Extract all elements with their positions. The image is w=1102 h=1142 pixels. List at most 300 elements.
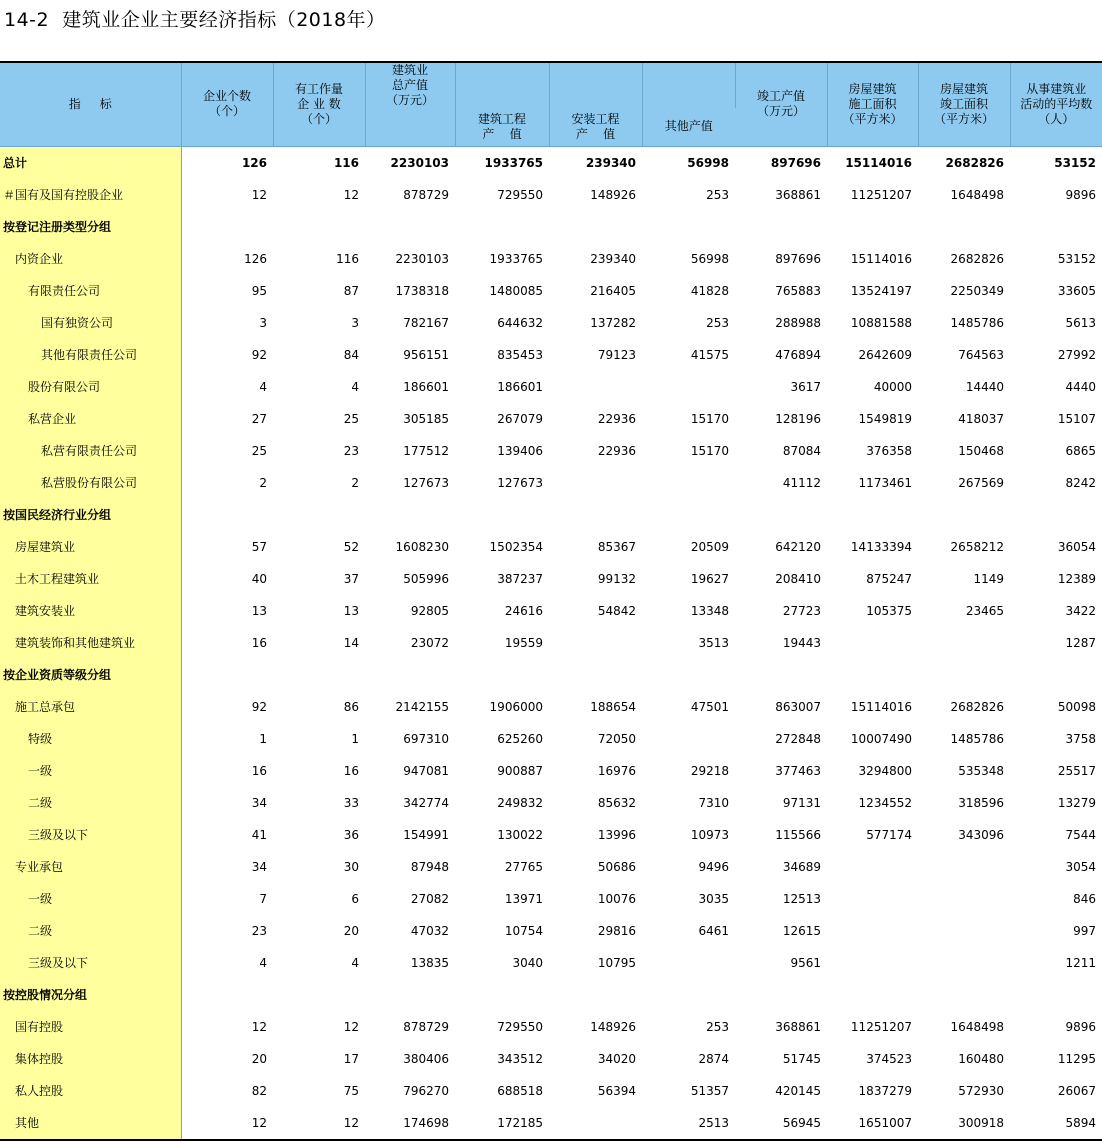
header-total-output-blank bbox=[365, 108, 455, 146]
row-value: 86 bbox=[343, 699, 359, 714]
row-value: 505996 bbox=[403, 571, 449, 586]
table-row bbox=[0, 851, 1102, 883]
row-value: 160480 bbox=[958, 1051, 1004, 1066]
row-value: 644632 bbox=[497, 315, 543, 330]
row-value: 177512 bbox=[403, 443, 449, 458]
row-value bbox=[365, 659, 455, 691]
row-value: 72050 bbox=[597, 731, 636, 746]
row-value bbox=[273, 979, 365, 1011]
table-row bbox=[0, 179, 1102, 211]
row-value: 3617 bbox=[790, 379, 821, 394]
row-value: 9496 bbox=[698, 859, 729, 874]
row-value: 7 bbox=[259, 891, 267, 906]
row-value: 15114016 bbox=[850, 251, 912, 266]
row-label: 建筑安装业 bbox=[0, 595, 181, 627]
row-value: 30 bbox=[343, 859, 359, 874]
row-value: 572930 bbox=[958, 1083, 1004, 1098]
row-value bbox=[735, 499, 827, 531]
row-value: 1608230 bbox=[395, 539, 449, 554]
row-value: 92 bbox=[251, 347, 267, 362]
row-value: 37 bbox=[343, 571, 359, 586]
row-label: 总计 bbox=[0, 146, 181, 179]
row-value: 7544 bbox=[1065, 827, 1096, 842]
row-value: 1933765 bbox=[484, 155, 543, 170]
row-value: 53152 bbox=[1054, 155, 1096, 170]
row-value bbox=[827, 979, 918, 1011]
table-row bbox=[0, 403, 1102, 435]
row-label: 其他有限责任公司 bbox=[0, 339, 181, 371]
row-value: 92805 bbox=[410, 603, 449, 618]
row-value: 25 bbox=[251, 443, 267, 458]
row-value bbox=[642, 211, 735, 243]
table-row bbox=[0, 243, 1102, 275]
table-row bbox=[0, 211, 1102, 243]
row-value: 376358 bbox=[866, 443, 912, 458]
row-value: 1173461 bbox=[858, 475, 912, 490]
row-value: 12 bbox=[251, 1019, 267, 1034]
row-value: 12 bbox=[343, 1019, 359, 1034]
row-value bbox=[642, 499, 735, 531]
row-value: 300918 bbox=[958, 1115, 1004, 1130]
row-value: 2642609 bbox=[858, 347, 912, 362]
row-value: 2513 bbox=[698, 1115, 729, 1130]
row-label: 三级及以下 bbox=[0, 819, 181, 851]
row-value: 128196 bbox=[775, 411, 821, 426]
row-value: 5613 bbox=[1065, 315, 1096, 330]
row-value: 115566 bbox=[775, 827, 821, 842]
row-value: 82 bbox=[251, 1083, 267, 1098]
row-value: 87948 bbox=[410, 859, 449, 874]
row-value: 14440 bbox=[965, 379, 1004, 394]
row-value bbox=[549, 979, 642, 1011]
row-value: 1 bbox=[351, 731, 359, 746]
row-value: 19559 bbox=[504, 635, 543, 650]
row-value bbox=[549, 211, 642, 243]
header-completed-output: 竣工产值 （万元） bbox=[735, 63, 827, 146]
row-value: 2 bbox=[351, 475, 359, 490]
row-value: 15170 bbox=[690, 411, 729, 426]
row-value: 1648498 bbox=[950, 187, 1004, 202]
row-value: 343512 bbox=[497, 1051, 543, 1066]
row-value: 1837279 bbox=[858, 1083, 912, 1098]
row-value bbox=[365, 979, 455, 1011]
row-value: 186601 bbox=[497, 379, 543, 394]
row-label: 房屋建筑业 bbox=[0, 531, 181, 563]
row-value bbox=[181, 979, 273, 1011]
row-label: ＃国有及国有控股企业 bbox=[0, 179, 181, 211]
row-value bbox=[827, 915, 918, 947]
row-value bbox=[827, 883, 918, 915]
row-label: 建筑装饰和其他建筑业 bbox=[0, 627, 181, 659]
row-value: 16 bbox=[343, 763, 359, 778]
row-label: 二级 bbox=[0, 787, 181, 819]
row-value: 216405 bbox=[590, 283, 636, 298]
row-value: 22936 bbox=[597, 443, 636, 458]
row-value: 57 bbox=[251, 539, 267, 554]
row-value: 305185 bbox=[403, 411, 449, 426]
bottom-rule bbox=[0, 1139, 1102, 1141]
row-value: 239340 bbox=[585, 155, 636, 170]
row-value: 33605 bbox=[1057, 283, 1096, 298]
table-row bbox=[0, 595, 1102, 627]
row-label: 私营股份有限公司 bbox=[0, 467, 181, 499]
row-value bbox=[827, 499, 918, 531]
row-value: 34 bbox=[251, 795, 267, 810]
row-value: 13 bbox=[251, 603, 267, 618]
row-value: 15107 bbox=[1057, 411, 1096, 426]
row-value: 10795 bbox=[597, 955, 636, 970]
row-value: 10754 bbox=[504, 923, 543, 938]
row-value: 34689 bbox=[782, 859, 821, 874]
row-value: 8242 bbox=[1065, 475, 1096, 490]
row-value bbox=[918, 947, 1010, 979]
row-value bbox=[642, 371, 735, 403]
row-value: 272848 bbox=[775, 731, 821, 746]
row-value: 4 bbox=[259, 955, 267, 970]
row-value: 1 bbox=[259, 731, 267, 746]
row-value: 16976 bbox=[597, 763, 636, 778]
row-value: 79123 bbox=[597, 347, 636, 362]
row-value bbox=[1010, 979, 1102, 1011]
row-value: 1502354 bbox=[489, 539, 543, 554]
row-value: 729550 bbox=[497, 1019, 543, 1034]
row-value bbox=[181, 659, 273, 691]
indicator-table bbox=[0, 61, 1102, 1141]
row-value: 25 bbox=[343, 411, 359, 426]
header-employees: 从事建筑业 活动的平均数 （人） bbox=[1010, 63, 1102, 146]
row-value: 863007 bbox=[775, 699, 821, 714]
row-value: 249832 bbox=[497, 795, 543, 810]
row-value: 14 bbox=[343, 635, 359, 650]
header-installation-output: 安装工程 产 值 bbox=[549, 108, 642, 146]
row-value: 127673 bbox=[497, 475, 543, 490]
row-value: 796270 bbox=[403, 1083, 449, 1098]
row-value: 267569 bbox=[958, 475, 1004, 490]
row-value: 3513 bbox=[698, 635, 729, 650]
row-value: 51357 bbox=[690, 1083, 729, 1098]
row-value bbox=[827, 627, 918, 659]
row-value: 116 bbox=[336, 251, 359, 266]
row-value: 27 bbox=[251, 411, 267, 426]
row-value: 25517 bbox=[1057, 763, 1096, 778]
row-value: 51745 bbox=[782, 1051, 821, 1066]
row-value: 29816 bbox=[597, 923, 636, 938]
row-value bbox=[827, 851, 918, 883]
row-value bbox=[365, 211, 455, 243]
row-value: 126 bbox=[241, 155, 267, 170]
row-value: 1287 bbox=[1065, 635, 1096, 650]
row-value: 7310 bbox=[698, 795, 729, 810]
row-value: 105375 bbox=[866, 603, 912, 618]
row-value: 116 bbox=[333, 155, 359, 170]
row-value: 4 bbox=[351, 379, 359, 394]
row-value: 92 bbox=[251, 699, 267, 714]
row-value: 380406 bbox=[403, 1051, 449, 1066]
row-value: 56394 bbox=[597, 1083, 636, 1098]
table-row bbox=[0, 1075, 1102, 1107]
row-value: 23 bbox=[343, 443, 359, 458]
row-value: 15170 bbox=[690, 443, 729, 458]
row-value: 387237 bbox=[497, 571, 543, 586]
row-value: 87084 bbox=[782, 443, 821, 458]
row-value: 13996 bbox=[597, 827, 636, 842]
row-value: 9561 bbox=[790, 955, 821, 970]
row-value: 52 bbox=[343, 539, 359, 554]
row-value: 9896 bbox=[1065, 187, 1096, 202]
row-value: 6461 bbox=[698, 923, 729, 938]
table-row bbox=[0, 563, 1102, 595]
row-value bbox=[642, 659, 735, 691]
row-value: 188654 bbox=[590, 699, 636, 714]
row-value: 12 bbox=[251, 187, 267, 202]
table-row bbox=[0, 627, 1102, 659]
row-value: 6 bbox=[351, 891, 359, 906]
row-value bbox=[918, 499, 1010, 531]
row-value bbox=[642, 979, 735, 1011]
row-value bbox=[642, 723, 735, 755]
table-row bbox=[0, 371, 1102, 403]
row-value: 97131 bbox=[782, 795, 821, 810]
row-value: 40000 bbox=[873, 379, 912, 394]
row-value: 34020 bbox=[597, 1051, 636, 1066]
row-value bbox=[549, 659, 642, 691]
row-label: 国有独资公司 bbox=[0, 307, 181, 339]
row-value: 174698 bbox=[403, 1115, 449, 1130]
row-value: 36054 bbox=[1057, 539, 1096, 554]
row-value bbox=[735, 659, 827, 691]
row-label: 二级 bbox=[0, 915, 181, 947]
row-value: 41575 bbox=[690, 347, 729, 362]
row-value: 12 bbox=[343, 187, 359, 202]
row-value: 24616 bbox=[504, 603, 543, 618]
row-value bbox=[1010, 659, 1102, 691]
row-label: 一级 bbox=[0, 883, 181, 915]
row-value: 139406 bbox=[497, 443, 543, 458]
row-value bbox=[549, 371, 642, 403]
row-value: 95 bbox=[251, 283, 267, 298]
header-construction-output: 建筑工程 产 值 bbox=[455, 108, 549, 146]
table-row bbox=[0, 819, 1102, 851]
row-value: 878729 bbox=[403, 1019, 449, 1034]
row-value bbox=[827, 947, 918, 979]
row-value: 16 bbox=[251, 635, 267, 650]
table-row bbox=[0, 146, 1102, 179]
row-value: 87 bbox=[343, 283, 359, 298]
row-value: 1149 bbox=[973, 571, 1004, 586]
row-value bbox=[918, 211, 1010, 243]
header-enterprises: 企业个数 （个） bbox=[181, 63, 273, 146]
row-value: 2230103 bbox=[395, 251, 449, 266]
header-total-output: 建筑业 总产值 （万元） bbox=[365, 63, 455, 108]
row-value bbox=[549, 1107, 642, 1139]
header-other-output: 其他产值 bbox=[642, 108, 735, 146]
row-value bbox=[549, 467, 642, 499]
row-value: 29218 bbox=[690, 763, 729, 778]
row-value: 186601 bbox=[403, 379, 449, 394]
row-value: 10076 bbox=[597, 891, 636, 906]
table-row bbox=[0, 531, 1102, 563]
table-row bbox=[0, 1043, 1102, 1075]
row-value bbox=[455, 499, 549, 531]
row-value: 1738318 bbox=[395, 283, 449, 298]
row-value: 2682826 bbox=[950, 699, 1004, 714]
row-value: 2682826 bbox=[945, 155, 1004, 170]
row-label: 私人控股 bbox=[0, 1075, 181, 1107]
row-value: 374523 bbox=[866, 1051, 912, 1066]
header-total-output-span2 bbox=[549, 63, 642, 108]
row-value: 20509 bbox=[690, 539, 729, 554]
row-value: 2 bbox=[259, 475, 267, 490]
row-value bbox=[827, 211, 918, 243]
row-value: 27723 bbox=[782, 603, 821, 618]
row-value: 26067 bbox=[1057, 1083, 1096, 1098]
row-value: 729550 bbox=[497, 187, 543, 202]
row-value bbox=[918, 883, 1010, 915]
table-row bbox=[0, 883, 1102, 915]
row-value: 535348 bbox=[958, 763, 1004, 778]
row-label: 按企业资质等级分组 bbox=[0, 659, 181, 691]
row-value: 84 bbox=[343, 347, 359, 362]
row-value: 53152 bbox=[1057, 251, 1096, 266]
row-value: 99132 bbox=[597, 571, 636, 586]
header-total-output-span3 bbox=[642, 63, 735, 108]
row-value: 418037 bbox=[958, 411, 1004, 426]
row-value: 148926 bbox=[590, 1019, 636, 1034]
row-value: 10973 bbox=[690, 827, 729, 842]
header-completed-area: 房屋建筑 竣工面积 （平方米） bbox=[918, 63, 1010, 146]
row-value: 4 bbox=[351, 955, 359, 970]
row-value: 56998 bbox=[690, 251, 729, 266]
row-value: 27082 bbox=[410, 891, 449, 906]
row-value: 13971 bbox=[504, 891, 543, 906]
row-label: 私营有限责任公司 bbox=[0, 435, 181, 467]
row-value: 343096 bbox=[958, 827, 1004, 842]
row-value: 22936 bbox=[597, 411, 636, 426]
row-label: 特级 bbox=[0, 723, 181, 755]
row-value: 13279 bbox=[1057, 795, 1096, 810]
table-row bbox=[0, 691, 1102, 723]
table-row bbox=[0, 787, 1102, 819]
row-value: 1906000 bbox=[489, 699, 543, 714]
header-total-output-span bbox=[455, 63, 549, 108]
row-value: 253 bbox=[706, 315, 729, 330]
header-construction-area: 房屋建筑 施工面积 （平方米） bbox=[827, 63, 918, 146]
row-value: 2682826 bbox=[950, 251, 1004, 266]
row-value: 6865 bbox=[1065, 443, 1096, 458]
row-value: 11251207 bbox=[850, 1019, 912, 1034]
row-value bbox=[642, 467, 735, 499]
row-value bbox=[549, 627, 642, 659]
table-row bbox=[0, 435, 1102, 467]
row-value: 1485786 bbox=[950, 315, 1004, 330]
row-value: 2230103 bbox=[390, 155, 449, 170]
row-value: 288988 bbox=[775, 315, 821, 330]
row-value: 1549819 bbox=[858, 411, 912, 426]
row-value: 85632 bbox=[597, 795, 636, 810]
row-value: 846 bbox=[1073, 891, 1096, 906]
row-value: 997 bbox=[1073, 923, 1096, 938]
row-value: 56998 bbox=[687, 155, 729, 170]
row-value: 897696 bbox=[770, 155, 821, 170]
row-value: 85367 bbox=[597, 539, 636, 554]
row-value: 41828 bbox=[690, 283, 729, 298]
row-value: 54842 bbox=[597, 603, 636, 618]
row-value: 20 bbox=[343, 923, 359, 938]
row-label: 按登记注册类型分组 bbox=[0, 211, 181, 243]
row-value: 3758 bbox=[1065, 731, 1096, 746]
row-value: 20 bbox=[251, 1051, 267, 1066]
row-value: 12 bbox=[343, 1115, 359, 1130]
row-value: 2874 bbox=[698, 1051, 729, 1066]
table-row bbox=[0, 307, 1102, 339]
row-value: 127673 bbox=[403, 475, 449, 490]
row-value bbox=[181, 211, 273, 243]
row-label: 施工总承包 bbox=[0, 691, 181, 723]
row-value: 10007490 bbox=[850, 731, 912, 746]
row-value: 12513 bbox=[782, 891, 821, 906]
row-label: 按控股情况分组 bbox=[0, 979, 181, 1011]
row-value: 130022 bbox=[497, 827, 543, 842]
row-value: 1933765 bbox=[489, 251, 543, 266]
row-value: 36 bbox=[343, 827, 359, 842]
row-value: 318596 bbox=[958, 795, 1004, 810]
table-row bbox=[0, 723, 1102, 755]
row-value: 5894 bbox=[1065, 1115, 1096, 1130]
table-row bbox=[0, 1011, 1102, 1043]
row-value: 19443 bbox=[782, 635, 821, 650]
row-value: 27992 bbox=[1057, 347, 1096, 362]
row-label: 私营企业 bbox=[0, 403, 181, 435]
row-value: 172185 bbox=[497, 1115, 543, 1130]
row-value bbox=[455, 211, 549, 243]
row-label: 其他 bbox=[0, 1107, 181, 1139]
row-value bbox=[181, 499, 273, 531]
row-value: 13835 bbox=[410, 955, 449, 970]
row-value: 368861 bbox=[775, 1019, 821, 1034]
row-value: 126 bbox=[244, 251, 267, 266]
row-value: 47032 bbox=[410, 923, 449, 938]
table-row bbox=[0, 659, 1102, 691]
row-label: 有限责任公司 bbox=[0, 275, 181, 307]
row-value: 577174 bbox=[866, 827, 912, 842]
row-label: 土木工程建筑业 bbox=[0, 563, 181, 595]
table-row bbox=[0, 1107, 1102, 1139]
row-value: 625260 bbox=[497, 731, 543, 746]
row-value: 342774 bbox=[403, 795, 449, 810]
row-value: 1234552 bbox=[858, 795, 912, 810]
row-value: 782167 bbox=[403, 315, 449, 330]
row-value: 14133394 bbox=[850, 539, 912, 554]
row-value: 3 bbox=[259, 315, 267, 330]
row-value: 476894 bbox=[775, 347, 821, 362]
row-label: 按国民经济行业分组 bbox=[0, 499, 181, 531]
row-value: 3422 bbox=[1065, 603, 1096, 618]
row-value: 1648498 bbox=[950, 1019, 1004, 1034]
row-value bbox=[918, 979, 1010, 1011]
row-value bbox=[455, 979, 549, 1011]
row-value: 75 bbox=[343, 1083, 359, 1098]
table-row bbox=[0, 915, 1102, 947]
row-value: 154991 bbox=[403, 827, 449, 842]
row-value: 33 bbox=[343, 795, 359, 810]
row-value: 15114016 bbox=[850, 699, 912, 714]
row-value: 27765 bbox=[504, 859, 543, 874]
row-value: 19627 bbox=[690, 571, 729, 586]
row-value: 875247 bbox=[866, 571, 912, 586]
row-value: 56945 bbox=[782, 1115, 821, 1130]
row-value: 23465 bbox=[965, 603, 1004, 618]
row-value: 13524197 bbox=[850, 283, 912, 298]
